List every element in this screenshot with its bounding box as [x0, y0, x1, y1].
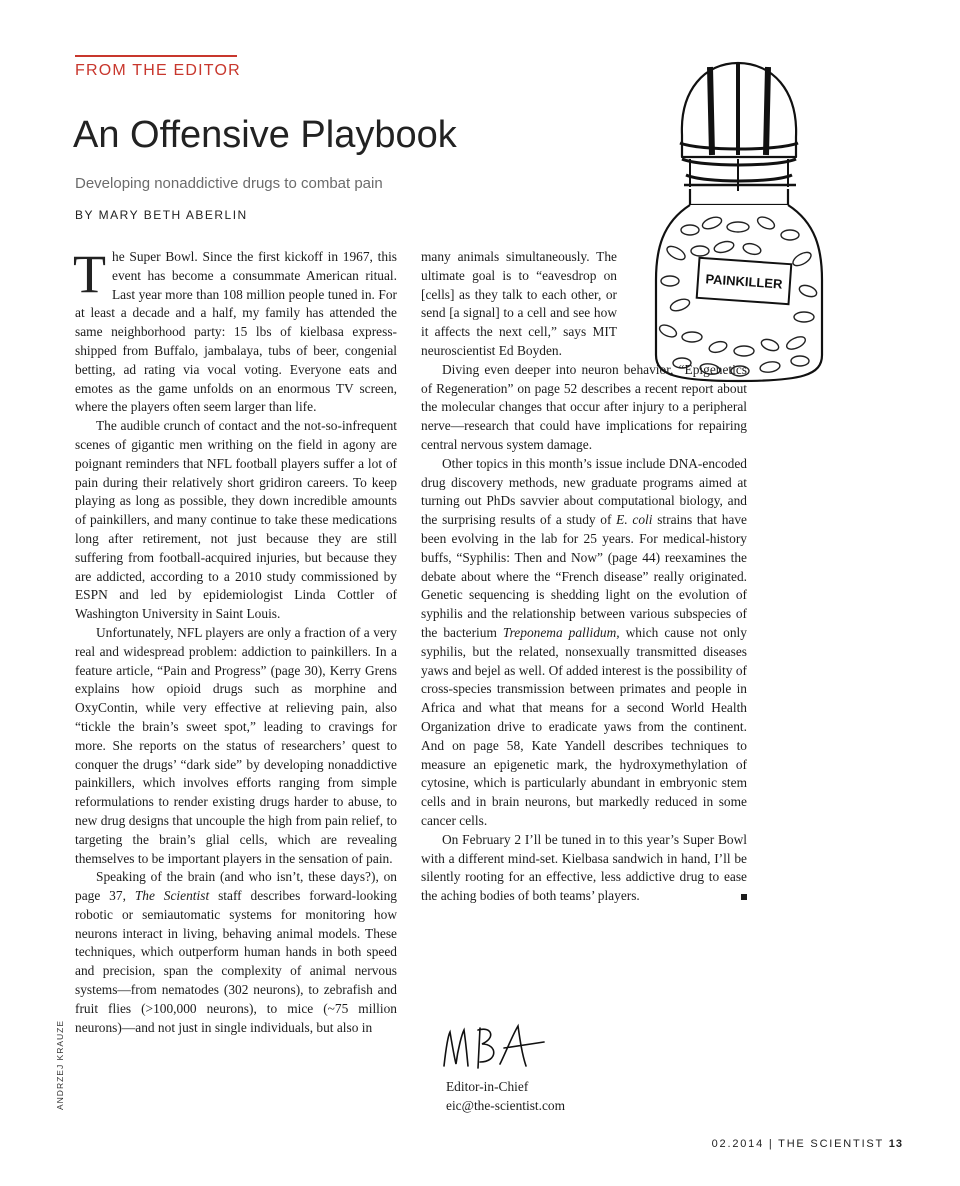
- section-label: FROM THE EDITOR: [75, 62, 241, 79]
- paragraph-text: strains that have been evolving in the lab for 25 years. For medical-history buffs, “Syphilis: Then and Now” (page 44) reexamines the debate about where the “French disease” really originated. Genetic sequencing is shedding light on the evolution of syphilis and the relationship between various subspecies of the bacterium: [421, 512, 747, 640]
- paragraph-text: he Super Bowl. Since the first kickoff in 1967, this event has become a consummate American ritual. Last year more than 108 million people tuned in. For at least a decade and a half, my family has attended the same neighborhood party: 15 lbs of kielbasa express-shipped from Buffalo, jambalaya, tubs of beer, congenial betting, ad rating via vocal voting. Everyone eats and emotes as the game unfolds on an enormous TV screen, where the players often seem larger than life.: [75, 249, 397, 415]
- species-name: E. coli: [616, 512, 653, 528]
- signoff-email: eic@the-scientist.com: [446, 1098, 566, 1113]
- paragraph-text: On February 2 I’ll be tuned in to this year’s Super Bowl with a different mind-set. Kielbasa sandwich in hand, I’ll be silently rooting for an effective, less addictive drug to ease the aching bodies of both teams’ players.: [421, 831, 747, 904]
- byline: BY MARY BETH ABERLIN: [75, 208, 248, 222]
- paragraph-text: staff describes forward-looking robotic or semiautomatic systems for monitoring how neurons interact in living, behaving animal models. These techniques, which outperform human hands in both speed and precision, span the complexity of animal nervous systems—from nematodes (302 neurons), to zebrafish and fruit flies (>100,000 neurons), to mice (~75 million neurons)—and not just in single individuals, but also in: [75, 888, 397, 1035]
- end-mark-icon: [741, 894, 747, 900]
- paragraph: many animals simultaneously. The ultimate goal is to “eavesdrop on [cells] as they talk to each other, or send [a signal] to a cell and see how it affects the next cell,” says MIT neuroscientist Ed Boyden.: [421, 249, 617, 358]
- subtitle: Developing nonaddictive drugs to combat pain: [75, 175, 383, 192]
- bottle-label: PAINKILLER: [705, 271, 783, 292]
- paragraph: [75, 868, 397, 1037]
- paragraph: Diving even deeper into neuron behavior, “Epigenetics of Regeneration” on page 52 describes a recent report about the molecular changes that occur after injury to a peripheral nerve—research that could have implications for repairing central nervous system damage.: [421, 361, 747, 452]
- signoff-role: Editor-in-Chief: [446, 1079, 529, 1094]
- paragraph-text: which cause not only syphilis, but the related, nonsexually transmitted diseases yaws and bejel as well. Of added interest is the possibility of cross-species transmission between primates and people in Africa and what that means for a second World Health Organization drive to eradicate yaws from the continent. And on page 58, Kate Yandell describes techniques to measure an epigenetic mark, the hydroxymethylation of cytosine, which is particularly abundant in embryonic stem cells and in brain neurons, but markedly reduced in some cancer cells.: [421, 624, 747, 828]
- page-number: 13: [888, 1138, 903, 1150]
- paragraph: [73, 244, 397, 417]
- page-title: An Offensive Playbook: [73, 114, 457, 156]
- signature: [440, 1018, 550, 1078]
- paragraph: [421, 831, 747, 906]
- publication-name: The Scientist: [134, 888, 210, 904]
- paragraph: The audible crunch of contact and the not-so-infrequent scenes of gigantic men writhing on the field in agony are poignant reminders that NFL football players suffer a lot of pain during their relatively short gridiron careers. To keep playing as long as possible, they down incredible amounts of painkillers, and many continue to take these medications long after retirement, not just because they are still suffering from football-acquired injuries, but because they are addicted, according to a 2010 study commissioned by ESPN and led by epidemiologist Linda Cottler of Washington University in Saint Louis.: [75, 418, 397, 622]
- article-column-left: [73, 244, 397, 1037]
- article-column-right: [421, 248, 747, 906]
- species-name: Treponema pallidum,: [502, 624, 620, 640]
- section-rule: [75, 55, 237, 57]
- footer-issue: 02.2014 | THE SCIENTIST: [711, 1138, 884, 1150]
- paragraph: [421, 455, 747, 831]
- page-footer: [712, 1138, 903, 1150]
- paragraph-text: Speaking of the brain (and who isn’t, these days?), on page 37,: [75, 869, 397, 904]
- paragraph: Unfortunately, NFL players are only a fraction of a very real and widespread problem: addiction to painkillers. In a feature article, “Pain and Progress” (page 30), Kerry Grens explains how opioid drugs such as morphine and OxyContin, while very effective at relieving pain, also “tickle the brain’s sweet spot,” leading to cravings for more. She reports on the status of researchers’ quest to conquer the drugs’ “dark side” by developing nonaddictive painkillers, which involves efforts ranging from simple reformulations to render existing drugs harder to abuse, to new drug designs that uncouple the high from pain relief, to targeting the brain’s glial cells, which are revealing themselves to be important players in the sensation of pain.: [75, 624, 397, 866]
- illustration-credit: ANDRZEJ KRAUZE: [55, 1019, 65, 1110]
- paragraph-text: Other topics in this month’s issue include DNA-encoded drug discovery methods, new graduate programs aimed at turning out PhDs savvier about computational biology, and the surprising results of a study of: [421, 455, 747, 528]
- drop-cap: T: [73, 244, 106, 304]
